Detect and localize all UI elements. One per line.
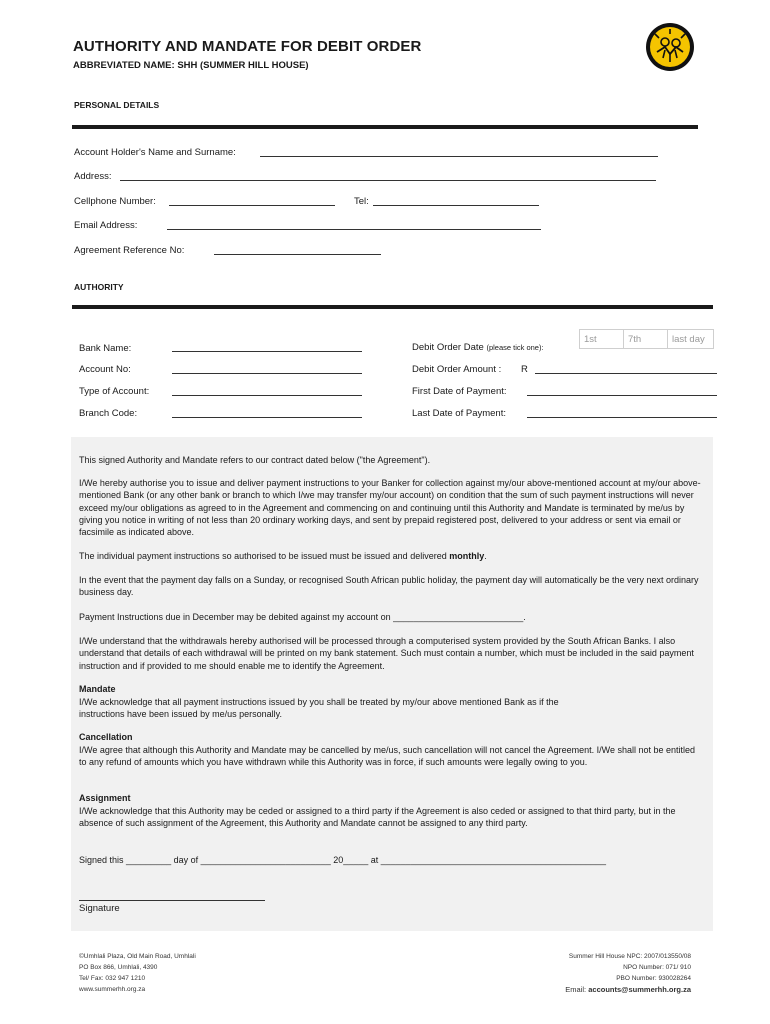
cancellation-heading: Cancellation [79,732,133,742]
first-payment-field[interactable] [527,395,717,396]
terms-authorisation: I/We hereby authorise you to issue and deliver payment instructions to your Banker for collection against my/our above-mentioned account at my/our above-mentioned Bank (or any other bank or branch to which I/we may transfer my/our account) on condition that the sum of such payment instructions will never exceed my/our obligations as agreed to in the Agreement and commencing on and continuing until this Authority and Mandate is terminated by me/us by giving you notice in writing of not less than 20 ordinary working days, and sent by prepaid registered post, delivered to your address or sent via email or facsimile as indicated above. [79,478,701,538]
account-no-label: Account No: [79,364,131,375]
footer-pbo: PBO Number: 930028264 [616,975,691,982]
branch-code-field[interactable] [172,417,362,418]
footer-email[interactable]: accounts@summerhh.org.za [588,985,691,994]
last-payment-field[interactable] [527,417,717,418]
amount-field[interactable] [535,373,717,374]
authority-heading: AUTHORITY [74,282,124,292]
mandate-heading: Mandate [79,684,116,694]
terms-monthly-end: . [484,551,487,561]
assignment-text: I/We acknowledge that this Authority may be ceded or assigned to a third party if the Agreement is also ceded or assigned to that third party, but in the absence of such assignment of the Agreement, this Authority and Mandate cannot be assigned to any third party. [79,806,676,829]
terms-processing: I/We understand that the withdrawals hereby authorised will be processed through a computerised system provided by the South African Banks. I also understand that details of each withdrawal will be printed on my bank statement. Such must contain a number, which must be included in the said payment instruction and if provided to me should enable me to identify the Agreement. [79,636,694,671]
footer-tel-fax: Tel/ Fax: 032 947 1210 [79,975,146,982]
cancellation-text: I/We agree that although this Authority and Mandate may be cancelled by me/us, such cancellation will not cancel the Agreement. I/We shall not be entitled to any refund of amounts which you have withdrawn while this Authority was in force, if such amounts were legally owing to you. [79,745,696,768]
footer-po-box: PO Box 866, Umhlali, 4390 [79,964,158,971]
bank-name-field[interactable] [172,351,362,352]
cellphone-label: Cellphone Number: [74,196,156,207]
address-field[interactable] [120,180,656,181]
footer-website[interactable]: www.summerhh.org.za [79,986,146,993]
branch-code-label: Branch Code: [79,408,138,419]
account-type-field[interactable] [172,395,362,396]
account-holder-field[interactable] [260,156,658,157]
debit-date-label [412,342,544,353]
agreement-ref-field[interactable] [214,254,381,255]
terms-monthly-text: The individual payment instructions so authorised to be issued must be issued and delivered [79,551,447,561]
account-holder-label: Account Holder's Name and Surname: [74,147,236,158]
signed-line[interactable]: Signed this _________ day of __________________________ 20_____ at _____________________________________________ [79,855,607,865]
address-label: Address: [74,171,112,182]
tick-option-7th[interactable]: 7th [624,329,668,349]
cellphone-field[interactable] [169,205,335,206]
footer-address: ©Umhlali Plaza, Old Main Road, Umhlali [79,953,196,960]
section-rule [72,305,713,309]
abbreviated-name: ABBREVIATED NAME: SHH (SUMMER HILL HOUSE) [73,60,309,71]
terms-december: Payment Instructions due in December may be debited against my account on __________________________. [79,612,526,622]
footer-email-label: Email: [565,985,587,994]
personal-details-heading: PERSONAL DETAILS [74,100,160,110]
debit-date-hint: (please tick one): [486,343,544,352]
terms-monthly-emphasis: monthly [449,551,485,561]
account-type-label: Type of Account: [79,386,150,397]
tick-option-1st[interactable]: 1st [579,329,624,349]
signature-field[interactable] [79,900,265,901]
terms-holiday: In the event that the payment day falls on a Sunday, or recognised South African public holiday, the payment day will automatically be the very next ordinary business day. [79,575,699,598]
tel-field[interactable] [373,205,539,206]
first-payment-label: First Date of Payment: [412,386,507,397]
agreement-ref-label: Agreement Reference No: [74,245,185,256]
account-no-field[interactable] [172,373,362,374]
email-label: Email Address: [74,220,138,231]
amount-label: Debit Order Amount : [412,364,502,375]
amount-currency: R [521,364,528,375]
footer-npo: NPO Number: 071/ 910 [623,964,691,971]
last-payment-label: Last Date of Payment: [412,408,506,419]
email-field[interactable] [167,229,541,230]
debit-date-label-text: Debit Order Date [412,342,484,353]
section-rule [72,125,698,129]
tick-option-last-day[interactable]: last day [668,329,714,349]
summer-hill-house-logo [645,22,695,72]
assignment-heading: Assignment [79,793,131,803]
mandate-text: I/We acknowledge that all payment instructions issued by you shall be treated by my/our above mentioned Bank as if the instructions have been issued by me/us personally. [79,697,559,720]
terms-monthly [79,550,704,562]
terms-intro: This signed Authority and Mandate refers to our contract dated below ("the Agreement"). [79,455,431,465]
page-title: AUTHORITY AND MANDATE FOR DEBIT ORDER [73,38,422,55]
tel-label: Tel: [354,196,369,207]
terms-panel [71,437,713,931]
footer-email-line [565,985,691,994]
bank-name-label: Bank Name: [79,343,132,354]
signature-label: Signature [79,903,120,914]
footer-npc: Summer Hill House NPC: 2007/013550/08 [568,953,691,960]
